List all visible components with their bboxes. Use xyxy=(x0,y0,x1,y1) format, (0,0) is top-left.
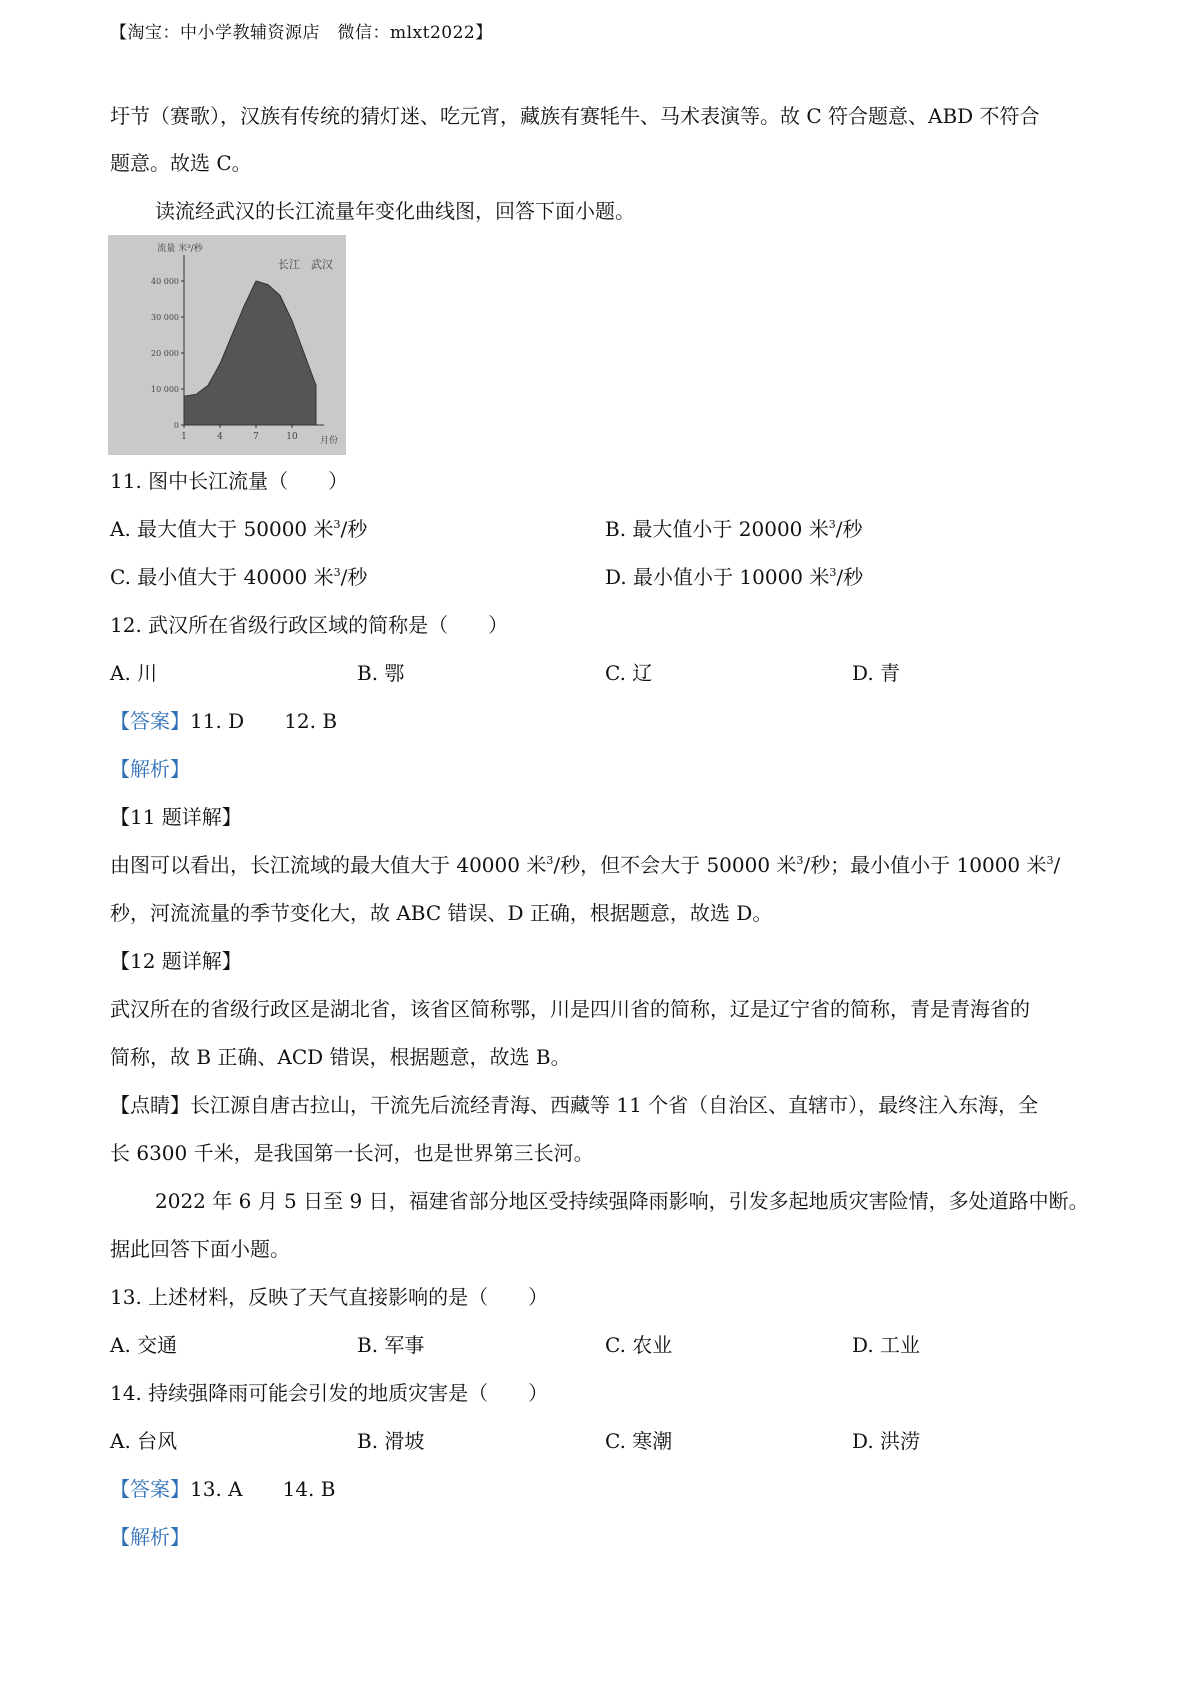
q11-option-a: A. 最大值大于 50000 米$^3$/秒 xyxy=(110,517,368,541)
answer-1: 【答案】11. D 12. B xyxy=(110,709,338,733)
detail11-label: 【11 题详解】 xyxy=(110,805,242,829)
q11-option-d: D. 最小值小于 10000 米$^3$/秒 xyxy=(605,565,864,589)
y-tick-label: 20 000 xyxy=(151,349,179,358)
y-tick-label: 40 000 xyxy=(151,277,179,286)
q13-option-b: B. 军事 xyxy=(357,1333,425,1357)
q13-option-d: D. 工业 xyxy=(852,1333,921,1357)
x-tick-label: 10 xyxy=(286,432,298,442)
analysis-label-1: 【解析】 xyxy=(110,757,190,781)
chart-legend: 长江 武汉 xyxy=(278,258,333,271)
x-tick-label: 7 xyxy=(253,432,259,442)
x-tick-label: 1 xyxy=(181,432,187,442)
detail11-line-2: 秒，河流流量的季节变化大，故 ABC 错误、D 正确，根据题意，故选 D。 xyxy=(110,901,773,925)
q14-option-a: A. 台风 xyxy=(110,1429,178,1453)
q14-stem: 14. 持续强降雨可能会引发的地质灾害是（ ） xyxy=(110,1381,549,1405)
q12-option-c: C. 辽 xyxy=(605,661,653,685)
q11-stem: 11. 图中长江流量（ ） xyxy=(110,469,349,493)
analysis-label-2: 【解析】 xyxy=(110,1525,190,1549)
q12-option-b: B. 鄂 xyxy=(357,661,405,685)
q12-option-d: D. 青 xyxy=(852,661,901,685)
q14-option-d: D. 洪涝 xyxy=(852,1429,921,1453)
intro-line-2: 题意。故选 C。 xyxy=(110,151,252,175)
y-axis-label: 流量 米³/秒 xyxy=(157,244,203,254)
q13-option-a: A. 交通 xyxy=(110,1333,178,1357)
detail12-line-2: 简称，故 B 正确、ACD 错误，根据题意，故选 B。 xyxy=(110,1045,571,1069)
q14-option-b: B. 滑坡 xyxy=(357,1429,425,1453)
intro-line-1: 圩节（赛歌），汉族有传统的猜灯迷、吃元宵，藏族有赛牦牛、马术表演等。故 C 符合题意、ABD 不符合 xyxy=(110,104,1040,128)
q11-option-b: B. 最大值小于 20000 米$^3$/秒 xyxy=(605,517,863,541)
answer-2: 【答案】13. A 14. B xyxy=(110,1477,336,1501)
q13-option-c: C. 农业 xyxy=(605,1333,673,1357)
q11-option-c: C. 最小值大于 40000 米$^3$/秒 xyxy=(110,565,368,589)
x-axis-label: 月份 xyxy=(320,436,339,446)
y-tick-label: 30 000 xyxy=(151,313,179,322)
detail12-line-1: 武汉所在的省级行政区是湖北省，该省区简称鄂，川是四川省的简称，辽是辽宁省的简称，青是青海省的 xyxy=(110,997,1030,1021)
q12-option-a: A. 川 xyxy=(110,661,158,685)
passage-2-line-2: 据此回答下面小题。 xyxy=(110,1237,290,1261)
detail12-label: 【12 题详解】 xyxy=(110,949,242,973)
q13-stem: 13. 上述材料，反映了天气直接影响的是（ ） xyxy=(110,1285,549,1309)
y-tick-label: 10 000 xyxy=(151,385,179,394)
note-line-2: 长 6300 千米，是我国第一长河，也是世界第三长河。 xyxy=(110,1141,594,1165)
q12-stem: 12. 武汉所在省级行政区域的简称是（ ） xyxy=(110,613,509,637)
river-flow-chart xyxy=(108,235,346,455)
page-header: 【淘宝：中小学教辅资源店 微信：mlxt2022】 xyxy=(110,23,493,43)
passage-2-line-1: 2022 年 6 月 5 日至 9 日，福建省部分地区受持续强降雨影响，引发多起地质灾害险情，多处道路中断。 xyxy=(155,1189,1089,1213)
detail11-line-1: 由图可以看出，长江流域的最大值大于 40000 米$^3$/秒，但不会大于 50000 米$^3$/秒；最小值小于 10000 米$^3$/ xyxy=(110,853,1061,877)
x-tick-label: 4 xyxy=(217,432,223,442)
y-tick-label: 0 xyxy=(173,421,179,430)
passage-1: 读流经武汉的长江流量年变化曲线图，回答下面小题。 xyxy=(155,199,635,223)
note-line-1: 【点睛】长江源自唐古拉山，干流先后流经青海、西藏等 11 个省（自治区、直辖市），最终注入东海，全 xyxy=(110,1093,1039,1117)
q14-option-c: C. 寒潮 xyxy=(605,1429,673,1453)
